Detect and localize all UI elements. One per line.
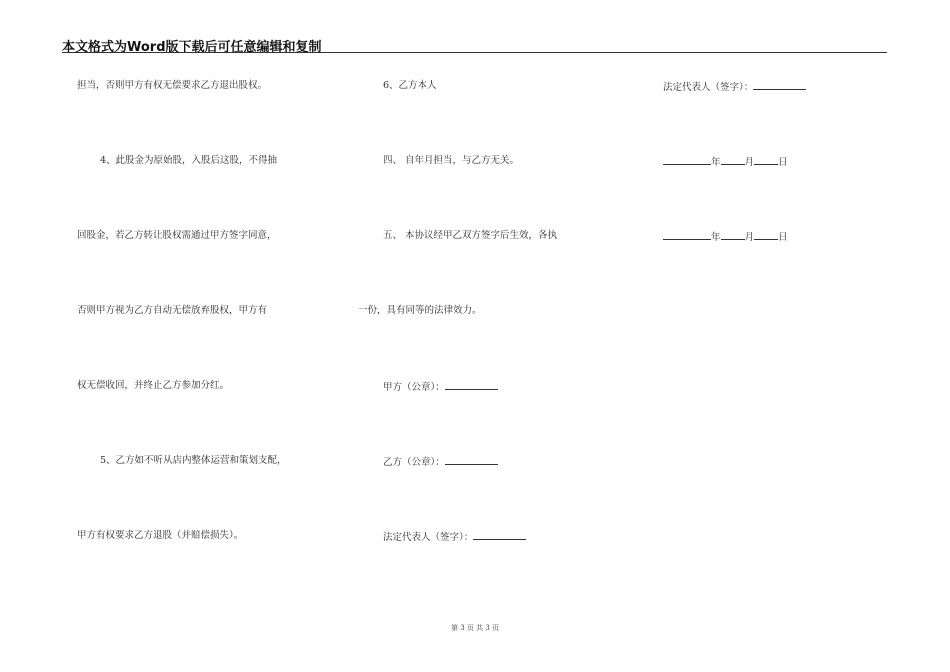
col2-rep-sign-blank [473,530,526,540]
col1-line-3: 回股金，若乙方转让股权需通过甲方签字同意， [77,230,277,241]
party-b-seal-field [383,455,498,469]
date-field-1 [663,155,788,169]
date1-year-label: 年 [711,157,721,168]
col1-line-5: 权无偿收回，并终止乙方参加分红。 [77,380,230,391]
party-a-seal-blank [445,380,498,390]
col3-rep-sign-label: 法定代表人（签字）： [663,82,754,93]
date2-day-label: 日 [778,232,788,243]
col2-line-2: 四、 自年月担当，与乙方无关。 [383,155,520,166]
date2-year-blank [663,230,711,240]
party-a-seal-field [383,380,498,394]
header-divider [62,52,887,53]
date2-month-blank [721,230,745,240]
col2-line-3: 五、 本协议经甲乙双方签字后生效，各执 [383,230,558,241]
date1-day-blank [754,155,778,165]
col3-rep-sign-field [663,80,806,94]
col2-line-1: 6、乙方本人 [383,80,437,91]
party-b-seal-blank [445,455,498,465]
date2-year-label: 年 [711,232,721,243]
date-field-2 [663,230,788,244]
date1-day-label: 日 [778,157,788,168]
col2-rep-sign-field [383,530,526,544]
date2-month-label: 月 [744,232,755,243]
col2-line-4: 一份，具有同等的法律效力。 [358,305,482,316]
date1-month-blank [721,155,745,165]
col1-line-6: 5、乙方如不听从店内整体运营和策划支配， [100,455,287,466]
date1-month-label: 月 [744,157,755,168]
party-a-seal-label: 甲方（公章）： [383,382,445,393]
col1-line-4: 否则甲方视为乙方自动无偿放弃股权，甲方有 [77,305,268,316]
col1-line-7: 甲方有权要求乙方退股（并赔偿损失）。 [77,530,244,541]
col1-line-1: 担当，否则甲方有权无偿要求乙方退出股权。 [77,80,268,91]
col2-rep-sign-label: 法定代表人（签字）： [383,532,474,543]
party-b-seal-label: 乙方（公章）： [383,457,445,468]
page-number: 第 3 页 共 3 页 [450,624,500,632]
col3-rep-sign-blank [753,80,806,90]
col1-line-2: 4、此股金为原始股，入股后这股，不得抽 [100,155,278,166]
header-title: 本文格式为Word版下载后可任意编辑和复制 [62,40,322,55]
date1-year-blank [663,155,711,165]
date2-day-blank [754,230,778,240]
